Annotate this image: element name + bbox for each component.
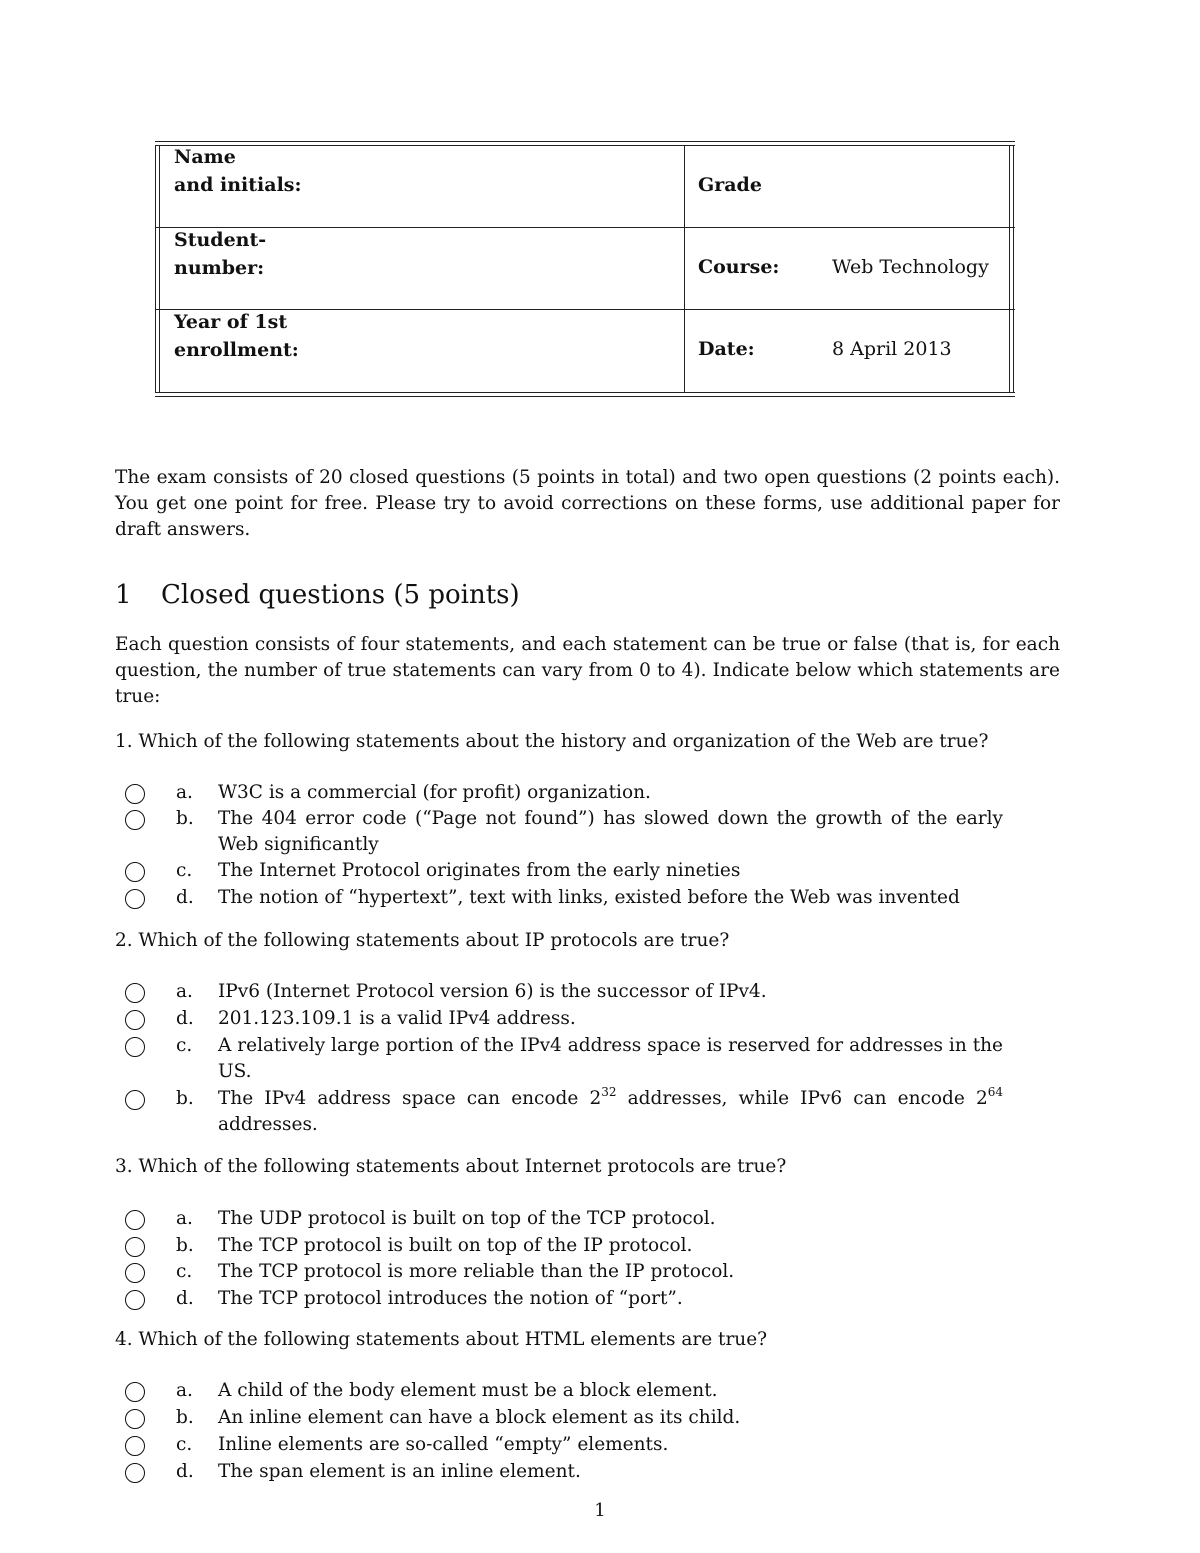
radio-circle-icon[interactable] xyxy=(125,1237,145,1257)
radio-circle-icon[interactable] xyxy=(125,1409,145,1429)
radio-circle-icon[interactable] xyxy=(125,1436,145,1456)
course-value: Web Technology xyxy=(832,256,989,278)
page-number: 1 xyxy=(594,1500,606,1521)
table-border-bottom-inner xyxy=(155,392,1015,393)
radio-circle-icon[interactable] xyxy=(125,1210,145,1230)
table-border-right-outer xyxy=(1013,145,1014,393)
radio-circle-icon[interactable] xyxy=(125,1290,145,1310)
table-border-bottom-outer xyxy=(155,396,1015,397)
exam-page: Name and initials: Grade Student- number: Course: Web Technology Year of 1st enrollment: Date: 8 April 2013 The exam consists of 20 closed questions (5 points in total) and two open questions (2 points each). You get one point for free. Please try to avoid corrections on these forms, use additional paper for draft answers. 1 Closed questions (5 points) Each question consists of four statements, and each statement can be true or false (that is, for each question, the number of true statements can vary from 0 to 4). Indicate below which statements are true: 1. Which of the following statements about the history and organization of the Web are true? a. W3C is a commercial (for profit) organization. b. The 404 error code (“Page not found”) has slowed down the growth of the early Web significantly c. The Internet Protocol originates from the early nineties d. The notion of “hypertext”, text with links, existed before the Web was invented 2. Which of the following statements about IP protocols are true? a. IPv6 (Internet Protocol version 6) is the successor of IPv4. d. 201.123.109.1 is a valid IPv4 address. c. A relatively large portion of the IPv4 address space is reserved for addresses in the US. b. The IPv4 address space can encode $2^{32}$ addresses, while IPv6 can encode $2^{64}$ addresses. 3. Which of the following statements about Internet protocols are true? a. The UDP protocol is built on top of the TCP protocol. b. The TCP protocol is built on top of the IP protocol. c. The TCP protocol is more reliable than the IP protocol. d. The TCP protocol introduces the notion of “port”. 4. Which of the following statements about HTML elements are true? a. A child of the body element must be a block element. b. An inline element can have a block element as its child. c. Inline elements are so-called “empty” elements. d. The span element is an inline element. 1 xyxy=(0,0,1200,1553)
radio-circle-icon[interactable] xyxy=(125,1382,145,1402)
section-title: Closed questions (5 points) xyxy=(161,580,520,610)
radio-circle-icon[interactable] xyxy=(125,1263,145,1283)
table-column-divider xyxy=(684,145,685,393)
section-instructions: Each question consists of four statements, and each statement can be true or false (that is, for each question, the number of true statements can vary from 0 to 4). Indicate below which statements are true: xyxy=(115,634,1060,707)
enrollment-year-label: Year of 1st enrollment: xyxy=(174,311,299,361)
grade-label: Grade xyxy=(698,174,762,196)
table-border-top-outer xyxy=(155,141,1015,142)
radio-circle-icon[interactable] xyxy=(125,862,145,882)
question-prompt: 4. Which of the following statements about HTML elements are true? xyxy=(115,1329,768,1350)
section-heading xyxy=(115,578,520,612)
radio-circle-icon[interactable] xyxy=(125,983,145,1003)
student-number-label: Student- number: xyxy=(174,229,267,279)
section-number: 1 xyxy=(115,580,132,610)
radio-circle-icon[interactable] xyxy=(125,1037,145,1057)
radio-circle-icon[interactable] xyxy=(125,1010,145,1030)
radio-circle-icon[interactable] xyxy=(125,1090,145,1110)
radio-circle-icon[interactable] xyxy=(125,810,145,830)
student-info-table xyxy=(155,141,1015,397)
question-prompt: 3. Which of the following statements about Internet protocols are true? xyxy=(115,1156,787,1177)
question-prompt: 2. Which of the following statements about IP protocols are true? xyxy=(115,930,730,951)
table-border-right-inner xyxy=(1009,145,1010,393)
radio-circle-icon[interactable] xyxy=(125,784,145,804)
radio-circle-icon[interactable] xyxy=(125,889,145,909)
table-border-left-outer xyxy=(155,145,156,393)
name-label: Name and initials: xyxy=(174,146,302,196)
date-label: Date: xyxy=(698,338,755,360)
table-border-left-inner xyxy=(159,145,160,393)
course-label: Course: xyxy=(698,256,780,278)
table-row-divider xyxy=(155,227,1015,228)
question-prompt: 1. Which of the following statements about the history and organization of the Web are true? xyxy=(115,731,989,752)
radio-circle-icon[interactable] xyxy=(125,1463,145,1483)
date-value: 8 April 2013 xyxy=(832,338,952,360)
intro-paragraph: The exam consists of 20 closed questions (5 points in total) and two open questions (2 points each). You get one point for free. Please try to avoid corrections on these forms, use additional paper for draft answers. xyxy=(115,467,1060,540)
